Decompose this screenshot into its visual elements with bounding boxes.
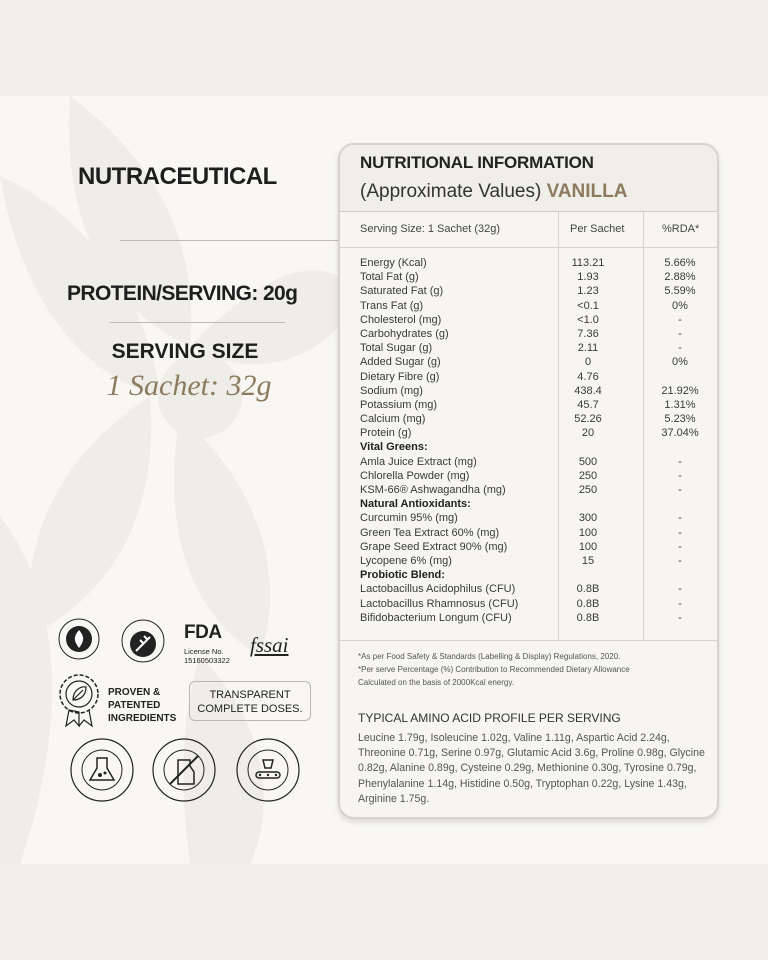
table-row <box>340 611 717 625</box>
table-row <box>340 270 717 284</box>
nutrient-rda: - <box>678 526 682 539</box>
nutrient-name: Lactobacillus Acidophilus (CFU) <box>360 583 516 596</box>
nutrient-name: Trans Fat (g) <box>360 299 424 312</box>
nutrient-value: 250 <box>578 484 598 496</box>
proven-ingredients-label <box>108 686 176 725</box>
table-row <box>340 469 717 483</box>
nutrient-name: Bifidobacterium Longum (CFU) <box>360 611 512 624</box>
table-row <box>340 370 717 384</box>
nutrient-rda: - <box>678 611 682 624</box>
nutrient-value: 113.21 <box>571 257 605 269</box>
nutrient-name: Lactobacillus Rhamnosus (CFU) <box>360 597 519 610</box>
footnote: *Per serve Percentage (%) Contribution to Recommended Dietary Allowance <box>358 665 630 674</box>
table-divider <box>340 640 717 641</box>
table-row <box>340 455 717 469</box>
approx-label: (Approximate Values) <box>360 181 542 202</box>
table-row <box>340 256 717 270</box>
serving-size-value: 1 Sachet: 32g <box>106 369 272 402</box>
license-number: 15160503322 <box>184 656 230 665</box>
pesticide-free-icon <box>152 738 216 802</box>
ingredients-line: INGREDIENTS <box>108 713 177 724</box>
nutrient-name: KSM-66® Ashwagandha (mg) <box>360 484 506 496</box>
table-row <box>340 497 717 511</box>
nutrient-value: 250 <box>578 469 598 482</box>
table-row <box>340 426 717 440</box>
nutrient-rda: - <box>678 327 682 340</box>
nutrient-rda: 21.92% <box>661 384 699 397</box>
nutrient-name: Curcumin 95% (mg) <box>360 512 458 525</box>
heavy-metals-tested-icon <box>236 738 300 802</box>
table-row <box>340 384 717 398</box>
nutrient-value: 45.7 <box>577 398 599 411</box>
license-info <box>184 647 230 665</box>
nutrient-value: 438.4 <box>574 384 602 397</box>
nutrient-name: Lycopene 6% (mg) <box>360 554 452 567</box>
nutrient-name: Carbohydrates (g) <box>360 327 449 340</box>
nutrient-rda: 1.31% <box>664 398 696 411</box>
col-per-sachet: Per Sachet <box>570 223 625 235</box>
nutrient-rda: 5.23% <box>664 413 696 426</box>
nutrient-value: 7.36 <box>577 327 599 340</box>
license-label: License No. <box>184 647 224 656</box>
nutrient-value: 1.23 <box>577 285 599 298</box>
nutrient-value: 0.8B <box>576 583 600 596</box>
nutrient-name: Potassium (mg) <box>360 398 438 411</box>
ingredients-line: PATENTED <box>108 700 161 711</box>
table-row <box>340 526 717 540</box>
nutrient-name: Cholesterol (mg) <box>360 313 442 326</box>
nutrient-value: 300 <box>578 512 598 525</box>
table-row <box>340 299 717 313</box>
table-row <box>340 284 717 298</box>
nutrient-rda: - <box>678 313 682 326</box>
card-header <box>340 145 717 212</box>
nutrient-rda: 37.04% <box>661 427 699 440</box>
nutrient-rda: - <box>678 484 682 496</box>
nutrient-rda: 2.88% <box>664 271 696 284</box>
table-row <box>340 355 717 369</box>
footnote: *As per Food Safety & Standards (Labelling & Display) Regulations, 2020. <box>358 652 621 661</box>
nutrient-rda: - <box>678 512 682 525</box>
table-row <box>340 327 717 341</box>
table-row <box>340 511 717 525</box>
rosette-leaf-icon <box>56 672 102 728</box>
table-row <box>340 440 717 454</box>
nutrient-name: Total Sugar (g) <box>360 342 433 355</box>
nutrient-name: Energy (Kcal) <box>360 257 427 269</box>
nutrient-value: 0 <box>584 356 592 369</box>
nutrient-name: Natural Antioxidants: <box>360 498 471 511</box>
nutrient-name: Sodium (mg) <box>360 384 423 397</box>
col-rda: %RDA* <box>662 223 700 235</box>
table-row <box>340 398 717 412</box>
amino-heading: TYPICAL AMINO ACID PROFILE PER SERVING <box>358 711 621 725</box>
nutrient-value: 4.76 <box>577 370 599 383</box>
nutrition-card <box>338 143 719 819</box>
nutrient-value: 52.26 <box>574 413 602 426</box>
card-subtitle <box>360 181 627 203</box>
transparent-line: TRANSPARENT <box>209 689 291 701</box>
col-serving-size: Serving Size: 1 Sachet (32g) <box>360 223 501 235</box>
nutrient-name: Vital Greens: <box>360 441 428 454</box>
footnote: Calculated on the basis of 2000Kcal energy. <box>358 678 514 687</box>
nutrient-name: Dietary Fibre (g) <box>360 370 440 383</box>
nutrient-value: 15 <box>581 554 595 567</box>
nutrient-value: 100 <box>578 526 598 539</box>
category-heading: NUTRACEUTICAL <box>78 163 277 190</box>
transparent-doses-box <box>189 681 311 721</box>
table-row <box>340 412 717 426</box>
nutrient-name: Calcium (mg) <box>360 413 426 426</box>
nutrient-rda: - <box>678 540 682 553</box>
table-row <box>340 597 717 611</box>
divider <box>110 322 285 323</box>
nutrient-name: Green Tea Extract 60% (mg) <box>360 526 500 539</box>
fssai-logo: fssai <box>250 633 289 657</box>
amino-profile: Leucine 1.79g, Isoleucine 1.02g, Valine 1.11g, Aspartic Acid 2.24g, Threonine 0.71g, Serine 0.97g, Glutamic Acid 3.6g, Proline 0.98g, Glycine 0.82g, Alanine 0.89g, Cysteine 0.29g, Methionine 0.30g, Tyrosine 0.79g, Phenylalanine 1.14g, Histidine 0.50g, Tryptophan 0.22g, Lysine 1.43g, Arginine 1.75g. <box>358 732 705 805</box>
nutrient-rda: - <box>678 469 682 482</box>
table-row <box>340 341 717 355</box>
nutrient-rda: - <box>678 342 682 355</box>
nutrient-name: Chlorella Powder (mg) <box>360 469 470 482</box>
nutrient-value: 500 <box>578 455 598 468</box>
nutrient-value: 1.93 <box>577 271 599 284</box>
protein-per-serving: PROTEIN/SERVING: 20g <box>67 282 298 305</box>
nutrient-value: 2.11 <box>577 342 599 355</box>
nutrient-value: <1.0 <box>577 313 599 326</box>
table-row <box>340 483 717 497</box>
divider <box>120 240 340 241</box>
table-row <box>340 313 717 327</box>
nutrient-rda: 0% <box>672 356 688 369</box>
nutrient-value: 0.8B <box>576 597 600 610</box>
nutrient-rda: 5.66% <box>664 257 696 269</box>
nutrient-value: 0.8B <box>576 611 600 624</box>
nutrient-rda: - <box>678 455 682 468</box>
transparent-line: COMPLETE DOSES. <box>197 703 303 715</box>
nutrient-name: Total Fat (g) <box>360 271 419 284</box>
table-row <box>340 582 717 596</box>
nutrition-rows <box>340 256 717 625</box>
serving-size-heading: SERVING SIZE <box>111 340 259 363</box>
footnotes <box>358 650 703 689</box>
flavour-label: VANILLA <box>546 181 628 202</box>
table-row <box>340 568 717 582</box>
nutrient-value: 20 <box>581 427 595 440</box>
nutrient-name: Saturated Fat (g) <box>360 285 444 298</box>
table-row <box>340 554 717 568</box>
nutrient-value: 100 <box>578 540 598 553</box>
fda-logo: FDA <box>184 622 222 643</box>
nutrient-name: Amla Juice Extract (mg) <box>360 455 477 468</box>
hypoallergenic-icon <box>58 618 100 660</box>
table-divider <box>340 247 717 248</box>
nutrient-name: Probiotic Blend: <box>360 569 445 582</box>
nutrient-rda: - <box>678 597 682 610</box>
nutrient-rda: 5.59% <box>664 285 696 298</box>
nutrient-rda: - <box>678 554 682 567</box>
card-title: NUTRITIONAL INFORMATION <box>360 153 594 172</box>
ingredients-line: PROVEN & <box>108 687 161 698</box>
table-row <box>340 540 717 554</box>
nutrient-name: Grape Seed Extract 90% (mg) <box>360 540 508 553</box>
lab-tested-icon <box>70 738 134 802</box>
nutrient-name: Protein (g) <box>360 427 412 440</box>
nutrient-value: <0.1 <box>577 299 599 312</box>
gluten-soy-free-icon <box>120 618 166 664</box>
nutrient-rda: 0% <box>672 299 688 312</box>
nutrient-rda: - <box>678 583 682 596</box>
nutrient-name: Added Sugar (g) <box>360 356 441 369</box>
